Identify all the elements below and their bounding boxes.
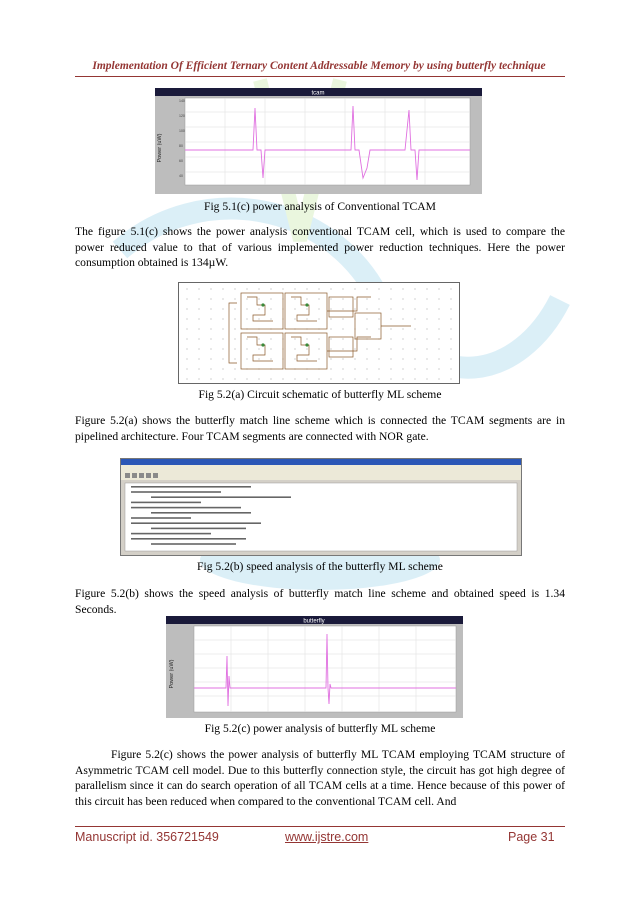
body-paragraph: The figure 5.1(c) shows the power analysis conventional TCAM cell, which is used to compare the power reduced value to that of various implemented power reduction techniques. Here the power consumption obtained is 134µW. [75, 225, 565, 269]
svg-text:120: 120 [179, 114, 185, 118]
figure-5-1c-power-plot [155, 88, 482, 194]
svg-text:100: 100 [179, 129, 185, 133]
body-paragraph: Figure 5.2(b) shows the speed analysis of butterfly match line scheme and obtained speed is 1.34 Seconds. [75, 587, 565, 616]
svg-text:140: 140 [179, 99, 185, 103]
svg-text:40: 40 [179, 174, 183, 178]
body-paragraph: Figure 5.2(c) shows the power analysis of butterfly ML TCAM employing TCAM structure of Asymmetric TCAM cell model. Due to this butterfly connection style, the circuit has got high degree of parallelism since it can do search operation of all TCAM cells at a time. Hence because of this power of this circuit has been reduced when compared to the conventional TCAM cell. And [75, 748, 565, 808]
footer-rule [75, 826, 565, 827]
plot-title: butterfly [303, 618, 325, 625]
y-axis-label: Power (uW) [157, 133, 163, 163]
plot-title: tcam [311, 90, 325, 97]
figure-5-2a-circuit-schematic [178, 282, 460, 384]
manuscript-id: Manuscript id. 356721549 [75, 830, 219, 844]
figure-caption: Fig 5.2(c) power analysis of butterfly ML scheme [204, 722, 436, 735]
svg-text:60: 60 [179, 159, 183, 163]
header-rule [75, 76, 565, 77]
running-header: Implementation Of Efficient Ternary Content Addressable Memory by using butterfly technique [92, 60, 546, 72]
svg-text:80: 80 [179, 144, 183, 148]
figure-caption: Fig 5.1(c) power analysis of Conventional TCAM [204, 200, 436, 213]
journal-website-link[interactable]: www.ijstre.com [285, 830, 369, 844]
figure-caption: Fig 5.2(a) Circuit schematic of butterfly ML scheme [198, 388, 442, 401]
page-number: Page 31 [508, 830, 555, 844]
body-paragraph: Figure 5.2(a) shows the butterfly match line scheme which is connected the TCAM segments are in pipelined architecture. Four TCAM segments are connected with NOR gate. [75, 414, 565, 443]
figure-5-2b-speed-analysis-window [120, 458, 522, 556]
figure-5-2c-power-plot [166, 616, 463, 718]
figure-caption: Fig 5.2(b) speed analysis of the butterfly ML scheme [197, 560, 443, 573]
y-axis-label: Power (uW) [169, 659, 175, 689]
